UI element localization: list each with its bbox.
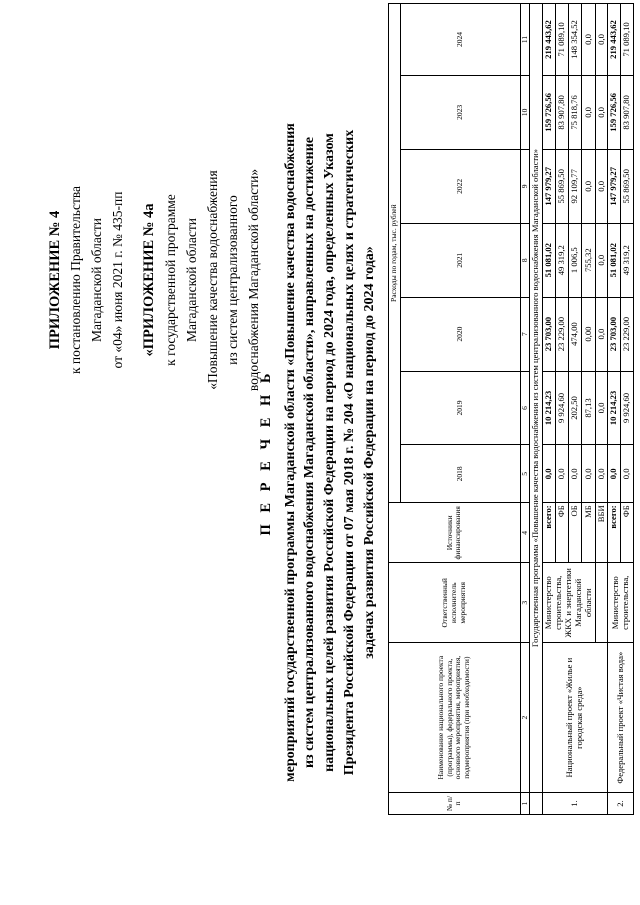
column-number-row — [520, 4, 530, 815]
amount: 0,0 — [595, 445, 608, 503]
amount: 0,0 — [608, 445, 621, 503]
amount: 202,50 — [569, 371, 582, 445]
amount: 219 443,62 — [543, 4, 556, 76]
appendix-sub-number: «ПРИЛОЖЕНИЕ № 4а — [141, 203, 158, 357]
amount: 10 214,23 — [543, 371, 556, 445]
amount: 55 869,50 — [621, 149, 634, 223]
col-header-year: 2018 — [400, 445, 520, 503]
col-header-year: 2019 — [400, 371, 520, 445]
amount: 0,0 — [569, 445, 582, 503]
funding-source: ВБИ — [595, 503, 608, 563]
title-line: из систем централизованного водоснабжения Магаданской области», направленных на достижение — [302, 136, 318, 769]
row-number: 1. — [543, 793, 608, 815]
col-header-year: 2022 — [400, 149, 520, 223]
amount: 147 979,27 — [608, 149, 621, 223]
column-number: 11 — [520, 4, 530, 76]
title-heading: П Е Р Е Ч Е Н Ь — [258, 369, 274, 536]
funding-source: МБ — [582, 503, 595, 563]
col-header-source: Источники финансирования — [389, 503, 521, 563]
funding-source: ФБ — [621, 503, 634, 563]
funding-source: ФБ — [556, 503, 569, 563]
header-line: Магаданской области — [183, 218, 199, 342]
amount: 75 818,76 — [569, 75, 582, 149]
column-number: 8 — [520, 223, 530, 297]
amount: 23 703,00 — [608, 297, 621, 371]
header-line: к государственной программе — [162, 194, 178, 366]
funding-source: всего: — [608, 503, 621, 563]
table-row — [543, 4, 556, 815]
amount: 0,0 — [582, 75, 595, 149]
col-header-year: 2024 — [400, 4, 520, 76]
header-line: к постановлению Правительства — [68, 185, 84, 375]
amount: 0,0 — [595, 75, 608, 149]
title-line: мероприятий государственной программы Магаданской области «Повышение качества водоснабжения — [282, 123, 298, 782]
amount: 87,13 — [582, 371, 595, 445]
responsible-executor: Министерство строительства, ЖКХ и энергетики Магаданской области — [543, 563, 595, 643]
amount: 159 726,56 — [608, 75, 621, 149]
amount: 0,0 — [621, 445, 634, 503]
col-header-responsible: Ответственный исполнитель мероприятия — [389, 563, 521, 643]
amount: 51 081,02 — [543, 223, 556, 297]
title-line: Президента Российской Федерации от 07 мая 2018 г. № 204 «О национальных целях и стратегических — [342, 129, 358, 776]
header-date: от «04» июня 2021 г. № 435-пп — [110, 191, 126, 369]
amount: 0,0 — [582, 149, 595, 223]
column-number: 5 — [520, 445, 530, 503]
column-number: 4 — [520, 503, 530, 563]
amount: 0,0 — [595, 223, 608, 297]
amount: 0,0 — [556, 445, 569, 503]
amount: 10 214,23 — [608, 371, 621, 445]
amount: 71 089,10 — [621, 4, 634, 76]
col-header-no: № п/п — [389, 793, 521, 815]
amount: 23 229,00 — [621, 297, 634, 371]
column-number: 7 — [520, 297, 530, 371]
amount: 23 703,00 — [543, 297, 556, 371]
amount: 0,0 — [595, 371, 608, 445]
amount: 159 726,56 — [543, 75, 556, 149]
column-number: 1 — [520, 793, 530, 815]
header-line: Магаданской области — [89, 218, 105, 342]
column-number: 6 — [520, 371, 530, 445]
column-number: 10 — [520, 75, 530, 149]
amount: 0,0 — [543, 445, 556, 503]
amount: 9 924,60 — [621, 371, 634, 445]
document-title — [256, 10, 380, 895]
amount: 23 229,00 — [556, 297, 569, 371]
amount: 71 089,10 — [556, 4, 569, 76]
amount: 1 006,5 — [569, 223, 582, 297]
amount: 147 979,27 — [543, 149, 556, 223]
amount: 0,00 — [582, 297, 595, 371]
appendix-header — [44, 160, 265, 400]
amount: 49 319,2 — [621, 223, 634, 297]
amount: 219 443,62 — [608, 4, 621, 76]
project-name: Национальный проект «Жилье и городская среда» — [543, 643, 608, 793]
amount: 83 907,80 — [621, 75, 634, 149]
amount: 0,0 — [595, 4, 608, 76]
col-header-year: 2023 — [400, 75, 520, 149]
amount: 83 907,80 — [556, 75, 569, 149]
col-header-year: 2021 — [400, 223, 520, 297]
column-number: 3 — [520, 563, 530, 643]
amount: 755,32 — [582, 223, 595, 297]
amount: 0,0 — [582, 4, 595, 76]
column-number: 2 — [520, 643, 530, 793]
program-row — [530, 4, 543, 815]
header-line: «Повышение качества водоснабжения — [204, 170, 220, 390]
column-number: 9 — [520, 149, 530, 223]
amount: 0,0 — [582, 445, 595, 503]
col-header-expenses: Расходы по годам, тыс. рублей — [389, 4, 401, 503]
appendix-number: ПРИЛОЖЕНИЕ № 4 — [47, 210, 63, 350]
header-line: водоснабжения Магаданской области» — [246, 168, 262, 392]
amount: 55 869,50 — [556, 149, 569, 223]
measures-table — [388, 3, 634, 815]
amount: 0,0 — [595, 297, 608, 371]
title-line: задачах развития Российской Федерации на период до 2024 года» — [362, 246, 378, 659]
col-header-year: 2020 — [400, 297, 520, 371]
amount: 148 354,52 — [569, 4, 582, 76]
amount: 49 319,2 — [556, 223, 569, 297]
header-line: из систем централизованного — [225, 195, 241, 365]
responsible-executor: Министерство строительства, — [608, 563, 634, 643]
project-name: Федеральный проект «Чистая вода» — [608, 643, 634, 793]
amount: 92 109,77 — [569, 149, 582, 223]
funding-source: ОБ — [569, 503, 582, 563]
amount: 51 081,02 — [608, 223, 621, 297]
amount: 9 924,60 — [556, 371, 569, 445]
row-number: 2. — [608, 793, 634, 815]
table-row — [608, 4, 621, 815]
title-line: национальных целей развития Российской Федерации на период до 2024 года, определенных Указом — [322, 133, 338, 772]
amount: 0,0 — [595, 149, 608, 223]
amount: 474,00 — [569, 297, 582, 371]
program-title: Государственная программа «Повышение качества водоснабжения из систем централизованного водоснабжения Магаданской области» — [530, 4, 543, 793]
funding-source: всего: — [543, 503, 556, 563]
col-header-name: Наименование национального проекта (программы), федерального проекта, основного мероприятия, мероприятия, подмероприятия (при необходимости) — [389, 643, 521, 793]
